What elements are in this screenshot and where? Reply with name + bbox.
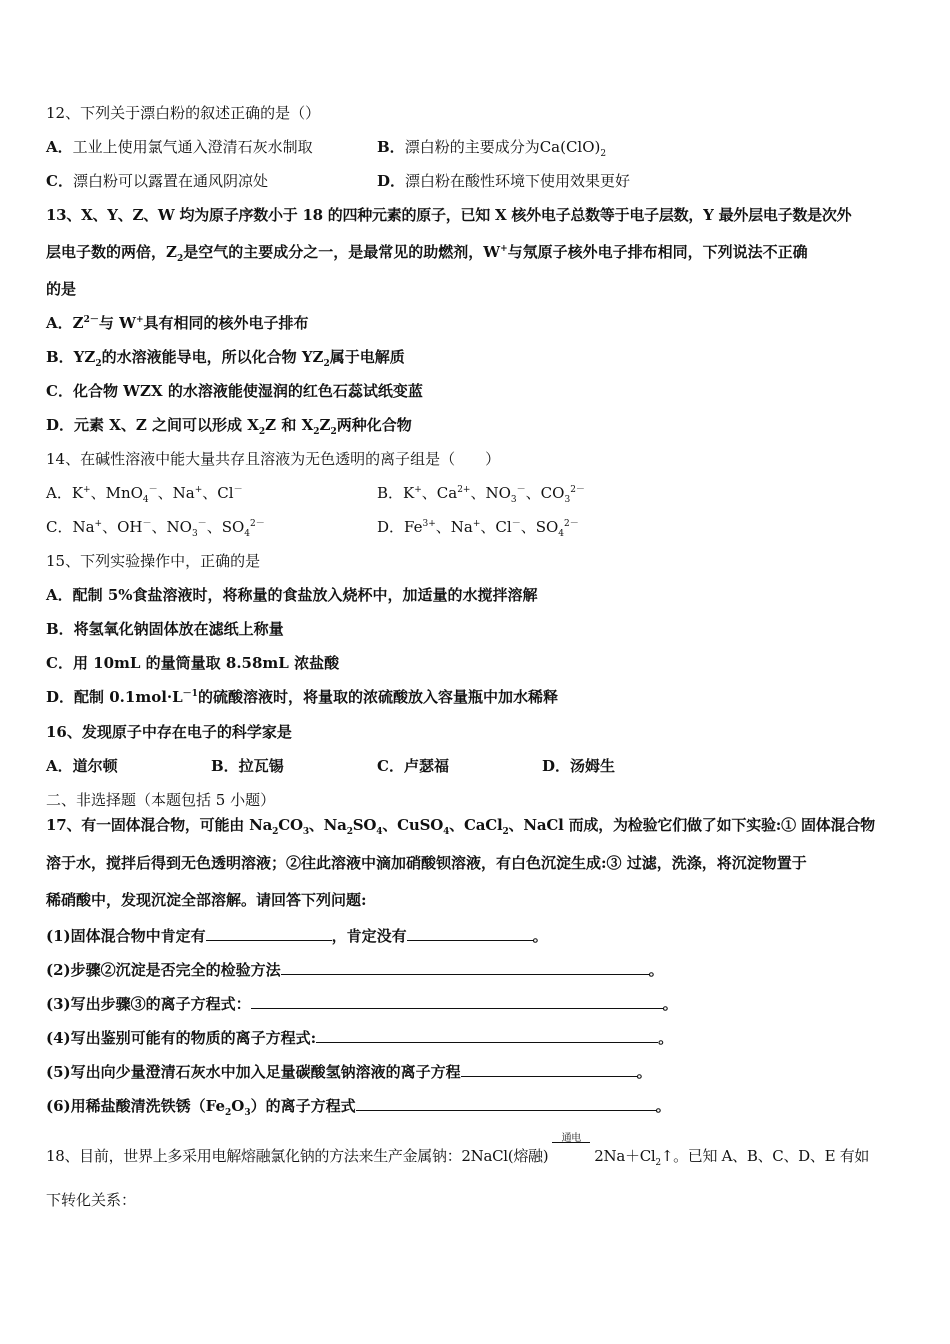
q12-option-a: A．工业上使用氯气通入澄清石灰水制取	[46, 138, 313, 156]
q13-stem-line1: 13、X、Y、Z、W 均为原子序数小于 18 的四种元素的原子，已知 X 核外电子总数等于电子层数，Y 最外层电子数是次外	[46, 206, 852, 224]
q12-option-b: B．漂白粉的主要成分为$Ca(ClO)_2$	[377, 138, 607, 159]
q12-stem: 12、下列关于漂白粉的叙述正确的是（）	[46, 104, 321, 122]
q17-part3: (3)写出步骤③的离子方程式： 。	[46, 992, 678, 1014]
q18-stem-line2: 下转化关系：	[46, 1191, 137, 1209]
q18-stem-line1: 18、目前，世界上多采用电解熔融氯化钠的方法来生产金属钠：2NaCl(熔融) 通电 $2Na+Cl_2↑$。已知 A、B、C、D、E 有如	[46, 1133, 870, 1168]
q13-option-a: A．$Z^{2-}$与 W+具有相同的核外电子排布	[46, 314, 309, 332]
q14-option-a: A．K+、MnO$_4$－、Na+、Cl－	[46, 484, 243, 505]
q13-option-c: C．化合物 WZX 的水溶液能使湿润的红色石蕊试纸变蓝	[46, 382, 423, 400]
q17-part6: (6)用稀盐酸清洗铁锈$(Fe_2O_3)$的离子方程式 。	[46, 1094, 671, 1116]
q14-option-c: C．Na+、OH－、$NO_3^-$、$SO_4^{2-}$	[46, 518, 265, 539]
q13-stem-line3: 的是	[46, 280, 77, 298]
answer-blank[interactable]	[251, 992, 663, 1009]
q16-stem: 16、发现原子中存在电子的科学家是	[46, 723, 292, 741]
answer-blank[interactable]	[461, 1060, 637, 1077]
q15-option-d: D．配制 $0.1mol\cdot L^{-1}$的硫酸溶液时，将量取的浓硫酸放入容量瓶中加水稀释	[46, 688, 558, 706]
q15-option-c: C．用 10mL 的量筒量取 8.58mL 浓盐酸	[46, 654, 340, 672]
q14-stem: 14、在碱性溶液中能大量共存且溶液为无色透明的离子组是（ ）	[46, 450, 501, 468]
q16-option-b: B．拉瓦锡	[211, 757, 284, 775]
q15-stem: 15、下列实验操作中，正确的是	[46, 552, 261, 570]
q13-option-b: B．$YZ_2$的水溶液能导电，所以化合物 $YZ_2$属于电解质	[46, 348, 405, 369]
q15-option-a: A．配制 5%食盐溶液时，将称量的食盐放入烧杯中，加适量的水搅拌溶解	[46, 586, 538, 604]
q17-stem-line1: 17、有一固体混合物，可能由 $Na_2CO_3$、$Na_2SO_4$、CuSO$_4$、CaCl$_2$、NaCl 而成，为检验它们做了如下实验:① 固体混合物	[46, 816, 875, 837]
answer-blank[interactable]	[281, 958, 649, 975]
answer-blank[interactable]	[206, 924, 332, 941]
q17-part4: (4)写出鉴别可能有的物质的离子方程式: 。	[46, 1026, 673, 1048]
answer-blank[interactable]	[356, 1094, 656, 1111]
q17-part1: (1)固体混合物中肯定有 ，肯定没有 。	[46, 924, 548, 946]
q16-option-c: C．卢瑟福	[377, 757, 449, 775]
q16-option-d: D．汤姆生	[542, 757, 616, 775]
reaction-condition: 通电	[552, 1141, 590, 1161]
q14-option-d: D．$Fe^{3+}$、Na+、Cl－、$SO_4^{2-}$	[377, 518, 579, 539]
q13-stem-line2: 层电子数的两倍，$Z_2$是空气的主要成分之一，是最常见的助燃剂，W+与氖原子核外电子排布相同，下列说法不正确	[46, 243, 808, 264]
q13-option-d: D．元素 X、Z 之间可以形成 $X_2Z$ 和 $X_2Z_2$两种化合物	[46, 416, 412, 437]
q12-option-c: C．漂白粉可以露置在通风阴凉处	[46, 172, 268, 190]
answer-blank[interactable]	[407, 924, 533, 941]
q14-option-b: B．K+、$Ca^{2+}$、$NO_3^-$、$CO_3^{2-}$	[377, 484, 585, 505]
q17-stem-line3: 稀硝酸中，发现沉淀全部溶解。请回答下列问题:	[46, 891, 367, 909]
q15-option-b: B．将氢氧化钠固体放在滤纸上称量	[46, 620, 284, 638]
answer-blank[interactable]	[316, 1026, 658, 1043]
q12-option-d: D．漂白粉在酸性环境下使用效果更好	[377, 172, 631, 190]
q16-option-a: A．道尔顿	[46, 757, 118, 775]
q17-part5: (5)写出向少量澄清石灰水中加入足量碳酸氢钠溶液的离子方程 。	[46, 1060, 652, 1082]
section-heading: 二、非选择题（本题包括 5 小题）	[46, 791, 276, 809]
q17-part2: (2)步骤②沉淀是否完全的检验方法 。	[46, 958, 664, 980]
q17-stem-line2: 溶于水，搅拌后得到无色透明溶液；②往此溶液中滴加硝酸钡溶液，有白色沉淀生成:③ 过滤，洗涤，将沉淀物置于	[46, 854, 807, 872]
